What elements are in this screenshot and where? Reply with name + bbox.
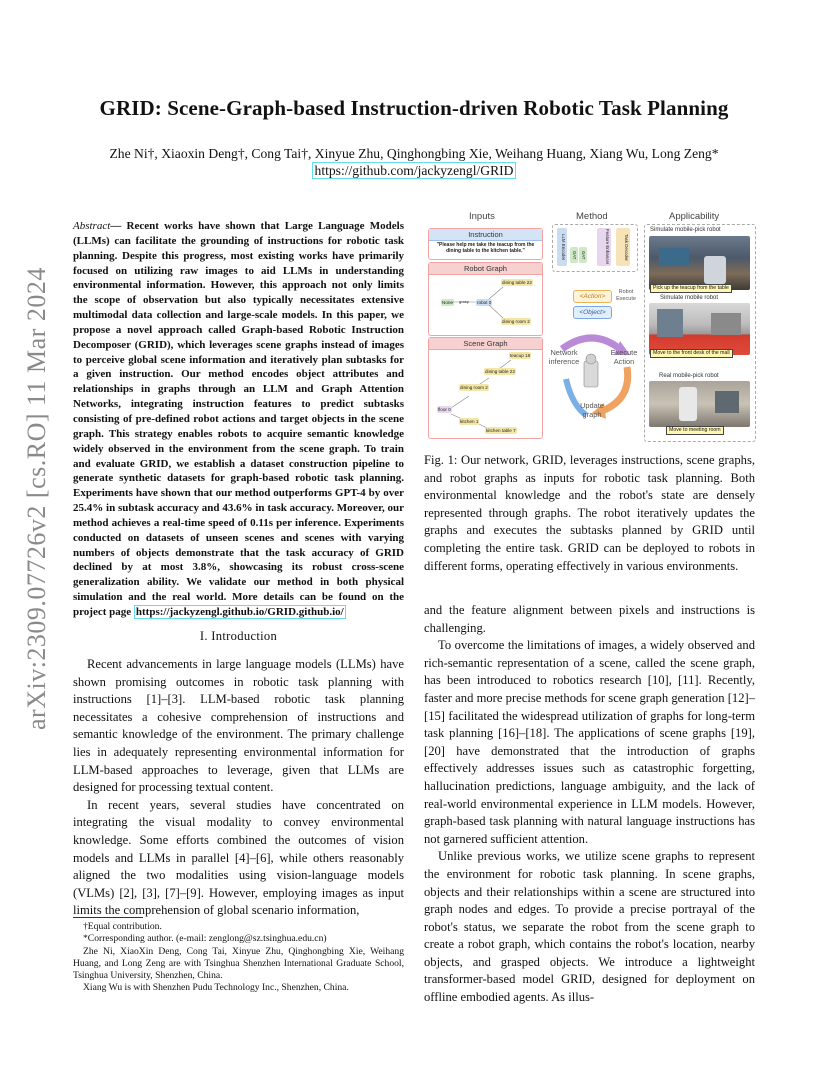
robot-execute-label: Robot Execute [616,289,636,302]
method-header: Method [576,211,608,222]
instruction-text: "Please help me take the teacup from the dining table to the kitchen table." [436,242,535,254]
scene-graph-box [428,337,543,439]
graph-node: floor 0 [438,407,451,412]
abstract-text: — Recent works have shown that Large Language Models (LLMs) can facilitate the grounding of instructions for robotic task planning. Despite this progress, most existing works have primarily focused on utilizing raw images to aid LLMs in understanding environmental information. However, this approach not only limits the scope of observation but also typically necessitates extensive multimodal data collection and large-scale models. In this paper, we propose a novel approach called Graph-based Robotic Instruction Decomposer (GRID), which leverages scene graphs instead of images to perceive global scene information and iteratively plan subtasks for a given instruction. Our method encodes object attributes and relationships in graphs through an LLM and Graph Attention Networks, integrating instruction features to predict subtasks consisting of pre-defined robot actions and target objects in the scene graph. This strategy enables robots to acquire semantic knowledge widely observed in the environment from the scene graph. To train and evaluate GRID, we establish a dataset construction pipeline to generate synthetic datasets for graph-based robotic task planning. Experiments have shown that our method outperforms GPT-4 by over 25.4% in subtask accuracy and 43.6% in task accuracy. Moreover, our method achieves a real-time speed of 0.11s per inference. Experiments conducted on datasets of unseen scenes and scenes with varying numbers of objects demonstrate that the task accuracy of GRID declined by at most 3.8%, showcasing its robust cross-scene generalization ability. We validate our method in both physical simulation and the real world. More details can be found on the project page [73,220,404,618]
graph-node: dining room 2 [460,385,488,390]
graph-node: dining room 2 [502,319,530,324]
feature-enhancer-block: Feature Enhancer [597,228,611,266]
action-output: <Action> [573,290,612,303]
paragraph: Unlike previous works, we utilize scene graphs to represent the environment for robotic task planning. In scene graphs, objects and their relationships within a scene are structured into graph nodes and edges. To provide a precise portrayal of the robot's status, we separate the robot from the scene graph to create a robot graph, which contains the robot's location, nearby objects, and grasped objects. We introduce a lightweight transformer-based model GRID, designed for deployment on offline embodied agents. As illus- [424,849,755,1005]
robot-graph-title: Robot Graph [429,263,542,275]
graph-node: dining table 22 [502,280,532,285]
graph-node: None [442,300,453,305]
method-box [552,224,638,272]
app-caption: Pick up the teacup from the table [650,284,732,293]
graph-node: robot 0 [477,300,492,305]
network-inference-label: Network inference [548,348,580,366]
footnote: *Corresponding author. (e-mail: zenglong@sz.tsinghua.edu.cn) [83,933,327,945]
robot-graph-box [428,262,543,336]
arxiv-id: arXiv:2309.07726v2 [cs.RO] 11 Mar 2024 [22,267,51,730]
applicability-header: Applicability [669,211,720,222]
footnotes [73,917,404,995]
repo-link[interactable]: https://github.com/jackyzengl/GRID [312,162,517,179]
graph-node: teacup 18 [510,353,531,358]
footnote: †Equal contribution. [83,921,162,932]
instruction-box [428,228,543,260]
section-heading: I. Introduction [199,629,278,643]
paragraph: Recent advancements in large language models (LLMs) have shown promising outcomes in robotic task planning with instructions [1]–[3]. LLM-based robotic task planning necessitates a cohesive comprehension of instructions and semantic knowledge of the environment. The primary challenge lies in adequately representing environmental information for LLM-based approaches to leverage, given that LLMs are designed for processing textual content. [73,657,404,795]
object-output: <Object> [573,306,612,319]
intro-left-column [73,656,404,920]
paragraph: In recent years, several studies have concentrated on integrating the visual modality to convey environmental knowledge. Some efforts combined the outcomes of vision models and LLMs in parallel [4]–[6], while others reasonably aligned the two modalities using vision-language models (VLMs) [2], [3], [7]–[9]. However, employing images as input limits the comprehension of global scenario information, [73,797,404,918]
paragraph: and the feature alignment between pixels and instructions is challenging. [424,603,755,635]
task-decoder-block: Task Decoder [616,228,630,266]
project-page-link[interactable]: https://jackyzengl.github.io/GRID.github.io/ [135,605,344,618]
paper-title: GRID: Scene-Graph-based Instruction-driven Robotic Task Planning [99,96,729,120]
author-list: Zhe Ni†, Xiaoxin Deng†, Cong Tai†, Xinyue Zhu, Qinghongbing Xie, Weihang Huang, Xiang Wu, Long Zeng* [109,146,719,161]
update-graph-label: Update graph [580,401,604,419]
graph-node: kitchen table 7 [486,428,516,433]
footnote-rule [73,917,143,918]
instruction-title: Instruction [429,229,542,241]
figure-caption: Fig. 1: Our network, GRID, leverages instructions, scene graphs, and robot graphs as inputs for robotic task planning. Both environmental knowledge and the robot's state are densely represented through graphs. The robot iteratively updates the graphs and executes the subtasks planned by GRID until completing the entire task. GRID can be deployed to robots in different forms, operating effectively in various environments. [424,453,755,573]
graph-edge-label: grasp [459,299,470,304]
paragraph: To overcome the limitations of images, a widely observed and rich-semantic representation of a scene, called the scene graph, has been introduced to robotics research [10], [11]. Recently, faster and more precise methods for scene graph generation [12]–[15] facilitated the widespread utilization of graphs for long-term task planning [16]–[18]. The applications of scene graphs [19], [20] have demonstrated that the introduction of graphs effectively addresses issues such as catastrophic forgetting, hallucination predictions, language ambiguity, and the lack of real-world environmental experience in LLM models. However, graph-based task planning with natural language instructions has not garnered sufficient attention. [424,638,755,846]
app-title: Real mobile-pick robot [659,373,719,379]
footnote: Zhe Ni, XiaoXin Deng, Cong Tai, Xinyue Zhu, Qinghongbing Xie, Weihang Huang, and Long Zeng are with Tsinghua Shenzhen International Graduate School, Tsinghua University, Shenzhen, China. [73,945,404,982]
intro-right-column [424,602,755,1007]
figure-1 [424,211,755,441]
app-title: Simulate mobile-pick robot [650,227,721,233]
app-caption: Move to the front desk of the mall [650,349,733,358]
llm-encoder-block: LLM Encoder [557,228,567,266]
abstract-label: Abstract [73,220,111,232]
scene-graph-title: Scene Graph [429,338,542,350]
graph-node: kitchen 1 [460,419,479,424]
gat-block: GAT [579,247,587,263]
inputs-header: Inputs [469,211,495,222]
app-caption: Move to meeting room [666,426,724,435]
repo-link-row [0,163,828,179]
abstract [73,219,404,620]
real-robot-photo [649,381,750,427]
simulation-photo [649,236,750,290]
simulation-photo [649,303,750,355]
app-title: Simulate mobile robot [660,295,719,301]
robot-graph-edges [429,263,542,335]
footnote: Xiang Wu is with Shenzhen Pudu Technology Inc., Shenzhen, China. [83,982,349,994]
gat-block: GAT [570,247,578,263]
graph-node: dining table 22 [485,369,515,374]
execute-action-label: Execute Action [610,348,638,366]
arxiv-side-label [22,267,62,730]
